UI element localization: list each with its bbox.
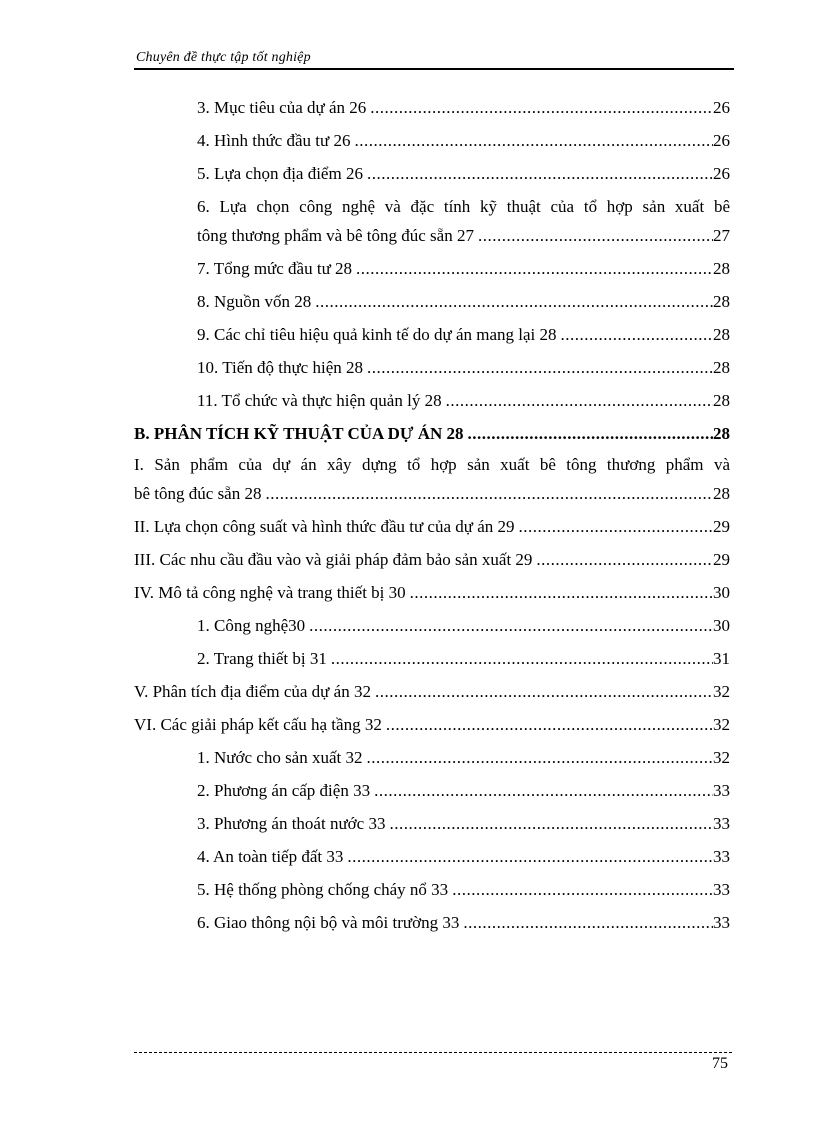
toc-entry[interactable]: [134, 517, 730, 543]
toc-leader-dots: [305, 616, 713, 636]
toc-leader-dots: [406, 583, 713, 603]
toc-leader-dots: [363, 358, 713, 378]
toc-entry-title: 7. Tổng mức đầu tư 28: [197, 259, 353, 278]
toc-entry[interactable]: [197, 325, 730, 351]
toc-entry-page: 29: [713, 550, 730, 569]
toc-leader-dots: [464, 424, 714, 444]
toc-entry[interactable]: [197, 913, 730, 939]
toc-entry-page: 33: [713, 880, 730, 899]
toc-leader-dots: [261, 484, 713, 504]
toc-leader-dots: [363, 164, 713, 184]
toc-leader-dots: [350, 131, 713, 151]
toc-entry-title: 10. Tiến độ thực hiện 28: [197, 358, 363, 377]
toc-entry[interactable]: [197, 259, 730, 285]
toc-entry[interactable]: [197, 781, 730, 807]
toc-entry-page: 32: [713, 748, 730, 767]
toc-leader-dots: [311, 292, 713, 312]
toc-entry-page: 32: [713, 715, 730, 734]
toc-entry[interactable]: [197, 391, 730, 417]
toc-entry-title: 4. Hình thức đầu tư 26: [197, 131, 351, 150]
toc-entry-title: V. Phân tích địa điểm của dự án 32: [134, 682, 371, 701]
toc-entry-page: 28: [713, 259, 730, 278]
toc-leader-dots: [370, 781, 713, 801]
toc-entry-page: 27: [713, 226, 730, 245]
toc-entry-page: 28: [713, 391, 730, 410]
toc-entry-line1[interactable]: [134, 455, 730, 481]
toc-entry-title: B. PHÂN TÍCH KỸ THUẬT CỦA DỰ ÁN 28: [134, 424, 464, 443]
header-title: Chuyên đề thực tập tốt nghiệp: [136, 50, 311, 65]
toc-entry-page: 30: [713, 583, 730, 602]
toc-entry-title: 9. Các chỉ tiêu hiệu quả kinh tế do dự án mang lại 28: [197, 325, 557, 344]
toc-entry-title: 4. An toàn tiếp đất 33: [197, 847, 344, 866]
toc-entry-title: 1. Nước cho sản xuất 32: [197, 748, 363, 767]
toc-entry-title: IV. Mô tả công nghệ và trang thiết bị 30: [134, 583, 406, 602]
toc-entry-title: 6. Giao thông nội bộ và môi trường 33: [197, 913, 460, 932]
toc-entry-title: 11. Tổ chức và thực hiện quản lý 28: [197, 391, 442, 410]
toc-leader-dots: [474, 226, 713, 246]
toc-entry[interactable]: [197, 164, 730, 190]
toc-entry-page: 32: [713, 682, 730, 701]
toc-entry[interactable]: [197, 847, 730, 873]
toc-leader-dots: [448, 880, 713, 900]
toc-entry-page: 28: [713, 484, 730, 503]
toc-leader-dots: [363, 748, 713, 768]
toc-entry-title-line1: 6. Lựa chọn công nghệ và đặc tính kỹ thuật của tổ hợp sản xuất bê: [197, 197, 730, 216]
toc-entry[interactable]: [134, 583, 730, 609]
toc-leader-dots: [459, 913, 713, 933]
toc-entry-page: 31: [713, 649, 730, 668]
page-header: [134, 48, 734, 70]
toc-entry-page: 33: [713, 814, 730, 833]
toc-entry[interactable]: [197, 748, 730, 774]
toc-entry[interactable]: [197, 814, 730, 840]
toc-entry-title: 3. Phương án thoát nước 33: [197, 814, 386, 833]
toc-entry-title: 3. Mục tiêu của dự án 26: [197, 98, 367, 117]
toc-entry-title: 2. Trang thiết bị 31: [197, 649, 327, 668]
toc-leader-dots: [366, 98, 713, 118]
toc-entry-line1[interactable]: [197, 197, 730, 223]
toc-entry-title: II. Lựa chọn công suất và hình thức đầu tư của dự án 29: [134, 517, 515, 536]
toc-entry[interactable]: [134, 715, 730, 741]
toc-leader-dots: [343, 847, 713, 867]
toc-entry-page: 26: [713, 131, 730, 150]
toc-entry-title: bê tông đúc sẵn 28: [134, 484, 262, 503]
toc-entry-title: 2. Phương án cấp điện 33: [197, 781, 371, 800]
toc-entry[interactable]: [197, 131, 730, 157]
toc-leader-dots: [532, 550, 713, 570]
toc-entry-page: 33: [713, 913, 730, 932]
toc-entry-title: 8. Nguồn vốn 28: [197, 292, 312, 311]
toc-entry-title: VI. Các giải pháp kết cấu hạ tầng 32: [134, 715, 382, 734]
toc-entry-page: 29: [713, 517, 730, 536]
toc-leader-dots: [382, 715, 713, 735]
toc-entry-page: 28: [713, 424, 730, 443]
toc-entry-page: 26: [713, 98, 730, 117]
toc-entry-title: 5. Hệ thống phòng chống cháy nổ 33: [197, 880, 449, 899]
toc-entry[interactable]: [134, 484, 730, 510]
toc-leader-dots: [327, 649, 713, 669]
toc-leader-dots: [371, 682, 713, 702]
toc-entry-page: 26: [713, 164, 730, 183]
toc-entry-page: 33: [713, 847, 730, 866]
toc-entry[interactable]: [197, 292, 730, 318]
toc-entry[interactable]: [197, 616, 730, 642]
toc-entry[interactable]: [134, 550, 730, 576]
toc-leader-dots: [385, 814, 713, 834]
toc-entry[interactable]: [197, 226, 730, 252]
toc-entry-title: III. Các nhu cầu đầu vào và giải pháp đảm bảo sản xuất 29: [134, 550, 533, 569]
toc-leader-dots: [442, 391, 713, 411]
toc-leader-dots: [352, 259, 713, 279]
toc-entry[interactable]: [197, 649, 730, 675]
toc-entry-page: 33: [713, 781, 730, 800]
toc-entry-page: 30: [713, 616, 730, 635]
toc-entry-page: 28: [713, 325, 730, 344]
footer-divider: [134, 1052, 732, 1053]
toc-entry-title-line1: I. Sản phẩm của dự án xây dựng tổ hợp sản xuất bê tông thương phẩm và: [134, 455, 730, 474]
toc-entry-title: tông thương phẩm và bê tông đúc sẵn 27: [197, 226, 474, 245]
toc-entry[interactable]: [134, 682, 730, 708]
toc-leader-dots: [557, 325, 713, 345]
toc-entry-title: 1. Công nghệ30: [197, 616, 306, 635]
toc-entry[interactable]: [197, 358, 730, 384]
toc-section-heading[interactable]: [134, 424, 730, 450]
toc-leader-dots: [515, 517, 713, 537]
toc-entry[interactable]: [197, 880, 730, 906]
toc-entry-page: 28: [713, 292, 730, 311]
page-number: 75: [712, 1055, 728, 1072]
toc-entry-page: 28: [713, 358, 730, 377]
toc-entry[interactable]: [197, 98, 730, 124]
toc-entry-title: 5. Lựa chọn địa điểm 26: [197, 164, 363, 183]
